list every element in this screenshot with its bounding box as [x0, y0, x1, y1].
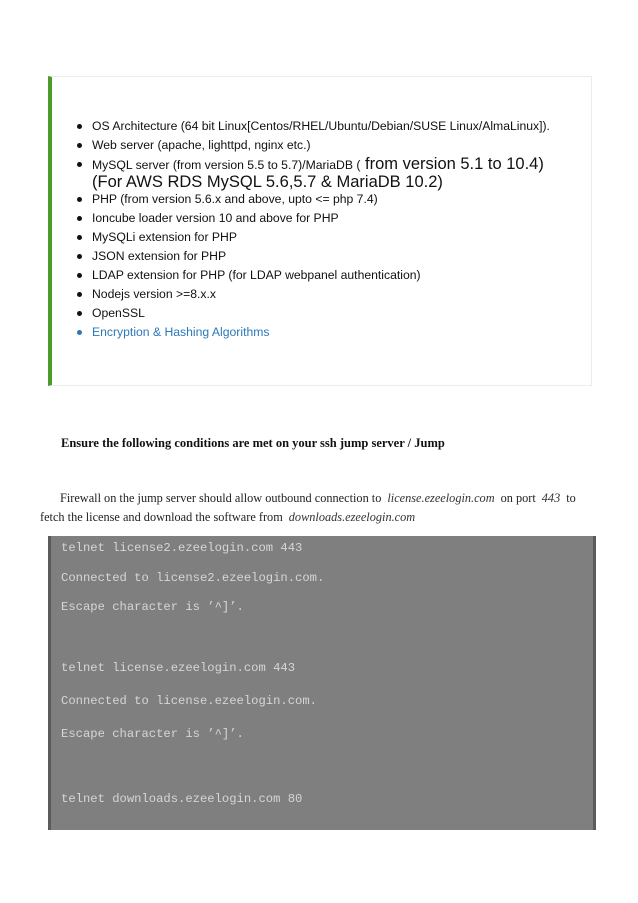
terminal-line: Connected to license.ezeelogin.com.: [61, 694, 317, 708]
paragraph-text: fetch the license and download the software from: [40, 510, 283, 524]
terminal-line: telnet downloads.ezeelogin.com 80: [61, 792, 303, 806]
list-item: [60, 190, 590, 209]
req-json: JSON extension for PHP: [92, 249, 227, 263]
req-mysqli: MySQLi extension for PHP: [92, 230, 237, 244]
req-mysql-server: MySQL server (from version 5.5 to 5.7)/MariaDB (: [92, 158, 361, 172]
firewall-paragraph: [40, 489, 600, 527]
port-number: 443: [541, 491, 561, 505]
list-item: [60, 155, 590, 175]
terminal-line: telnet license2.ezeelogin.com 443: [61, 541, 303, 555]
list-item: [60, 285, 590, 304]
paragraph-line-2: [40, 508, 600, 527]
req-os-architecture: OS Architecture (64 bit Linux[Centos/RHEL/Ubuntu/Debian/SUSE Linux/AlmaLinux]).: [92, 119, 550, 133]
terminal-line: Connected to license2.ezeelogin.com.: [61, 571, 325, 585]
paragraph-text: on port: [500, 491, 536, 505]
aws-rds-note: (For AWS RDS MySQL 5.6,5.7 & MariaDB 10.2): [92, 173, 443, 191]
downloads-host: downloads.ezeelogin.com: [288, 510, 416, 524]
paragraph-text: Firewall on the jump server should allow outbound connection to: [60, 491, 382, 505]
list-item: [60, 136, 590, 155]
req-ldap: LDAP extension for PHP (for LDAP webpanel authentication): [92, 268, 421, 282]
section-heading: Ensure the following conditions are met on your ssh jump server / Jump: [61, 436, 445, 450]
paragraph-text: to: [566, 491, 576, 505]
list-item: [60, 266, 590, 285]
list-item: [60, 323, 590, 342]
req-nodejs: Nodejs version >=8.x.x: [92, 287, 216, 301]
terminal-block: [48, 536, 596, 830]
list-item: [60, 247, 590, 266]
encryption-hashing-link[interactable]: Encryption & Hashing Algorithms: [92, 325, 270, 339]
req-ioncube: Ioncube loader version 10 and above for PHP: [92, 211, 339, 225]
list-item: [60, 117, 590, 136]
req-php: PHP (from version 5.6.x and above, upto <= php 7.4): [92, 192, 378, 206]
requirements-list: [60, 117, 590, 342]
list-item: [60, 304, 590, 323]
terminal-line: telnet license.ezeelogin.com 443: [61, 661, 296, 675]
req-mariadb-version: from version 5.1 to 10.4): [360, 155, 544, 173]
list-item: [60, 209, 590, 228]
req-openssl: OpenSSL: [92, 306, 145, 320]
list-item: [60, 228, 590, 247]
terminal-line: Escape character is ’^]’.: [61, 727, 244, 741]
req-web-server: Web server (apache, lighttpd, nginx etc.): [92, 138, 311, 152]
license-host: license.ezeelogin.com: [387, 491, 495, 505]
terminal-line: Escape character is ’^]’.: [61, 600, 244, 614]
paragraph-line-1: [40, 489, 600, 508]
